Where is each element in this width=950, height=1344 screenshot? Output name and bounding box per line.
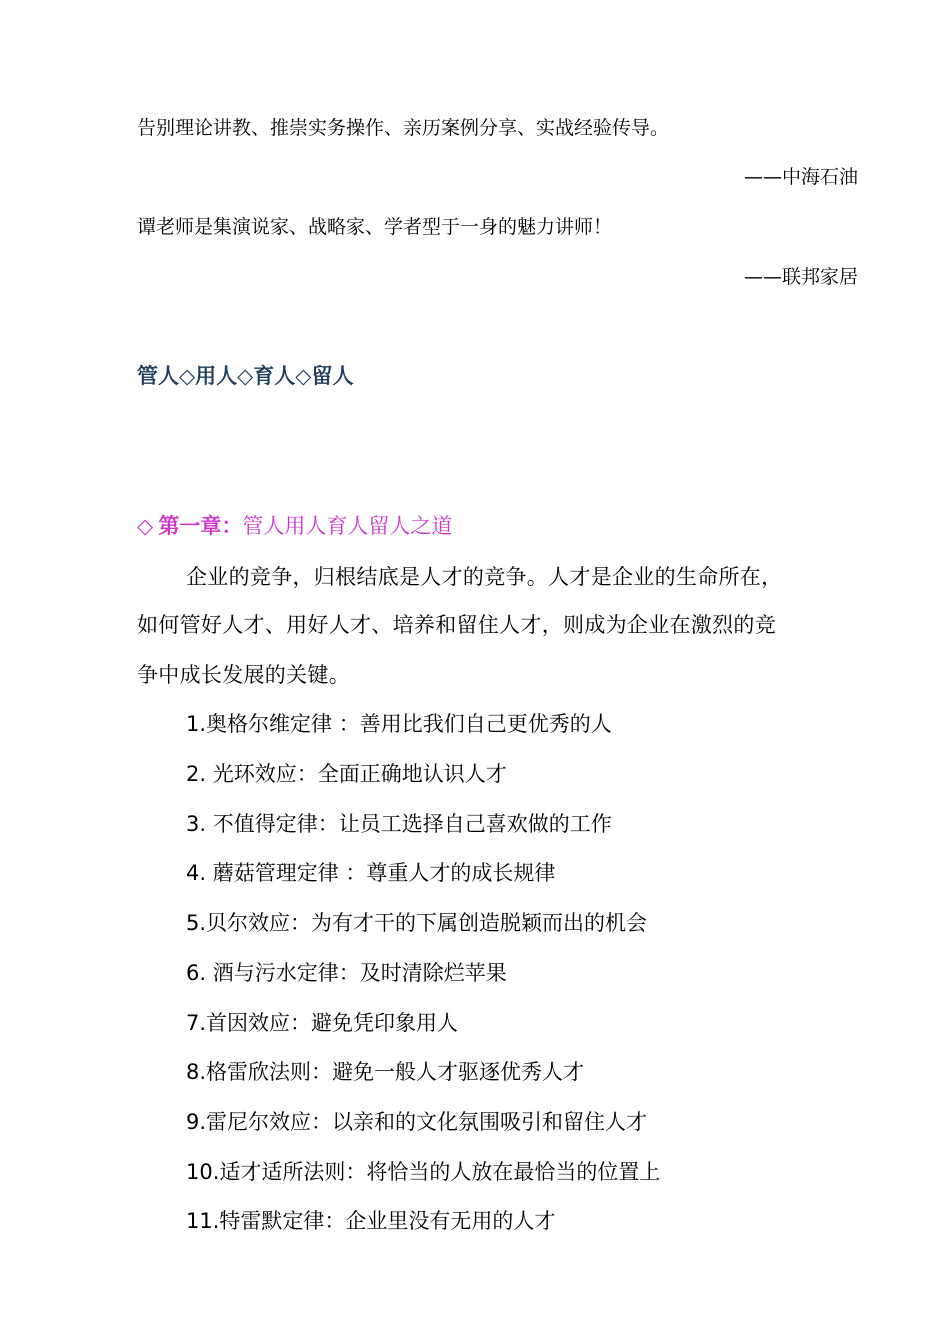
list-item-text: 首因效应：避免凭印象用人 — [206, 1011, 459, 1035]
list-item-number: 4. — [186, 861, 213, 885]
chapter-title — [137, 510, 452, 540]
list-item — [186, 957, 507, 987]
list-item-text: 特雷默定律：企业里没有无用的人才 — [219, 1209, 556, 1233]
list-item — [186, 1007, 458, 1037]
list-item-text: 格雷欣法则：避免一般人才驱逐优秀人才 — [206, 1060, 585, 1084]
list-item-text: 适才适所法则：将恰当的人放在最恰当的位置上 — [219, 1160, 661, 1184]
list-item-number: 10. — [186, 1160, 220, 1184]
list-item — [186, 708, 612, 738]
chapter-name: 管人用人育人留人之道 — [242, 514, 453, 538]
testimonial-source-1: ——中海石油 — [743, 166, 858, 188]
list-item-text: 贝尔效应：为有才干的下属创造脱颖而出的机会 — [206, 911, 648, 935]
testimonial-quote-1: 告别理论讲教、推崇实务操作、亲历案例分享、实战经验传导。 — [137, 117, 670, 139]
list-item-number: 3. — [186, 812, 213, 836]
testimonial-source-2: ——联邦家居 — [743, 266, 858, 288]
list-item — [186, 1156, 660, 1186]
list-item — [186, 857, 555, 887]
chapter-label: 第一章： — [158, 514, 243, 538]
list-item-number: 6. — [186, 961, 213, 985]
list-item — [186, 1106, 647, 1136]
list-item-text: 不值得定律：让员工选择自己喜欢做的工作 — [212, 812, 612, 836]
list-item-number: 1. — [186, 712, 207, 736]
list-item-text: 蘑菇管理定律 ：尊重人才的成长规律 — [212, 861, 556, 885]
list-item-number: 2. — [186, 762, 213, 786]
diamond-icon: ◇ — [137, 514, 154, 538]
list-item-number: 5. — [186, 911, 207, 935]
list-item — [186, 907, 647, 937]
list-item-text: 光环效应：全面正确地认识人才 — [212, 762, 507, 786]
list-item-text: 酒与污水定律：及时清除烂苹果 — [212, 961, 507, 985]
list-item — [186, 1205, 555, 1235]
list-item-text: 奥格尔维定律 ：善用比我们自己更优秀的人 — [206, 712, 612, 736]
section-heading: 管人◇用人◇育人◇留人 — [137, 364, 354, 388]
intro-line-2: 如何管好人才、用好人才、培养和留住人才，则成为企业在激烈的竞 — [137, 613, 776, 637]
list-item-number: 8. — [186, 1060, 207, 1084]
testimonial-quote-2: 谭老师是集演说家、战略家、学者型于一身的魅力讲师！ — [137, 216, 613, 238]
intro-line-3: 争中成长发展的关键。 — [137, 663, 350, 687]
list-item-number: 11. — [186, 1209, 220, 1233]
list-item — [186, 758, 507, 788]
list-item-number: 9. — [186, 1110, 207, 1134]
list-item — [186, 1056, 584, 1086]
list-item — [186, 808, 612, 838]
list-item-text: 雷尼尔效应：以亲和的文化氛围吸引和留住人才 — [206, 1110, 648, 1134]
list-item-number: 7. — [186, 1011, 207, 1035]
intro-line-1: 企业的竞争，归根结底是人才的竞争。人才是企业的生命所在， — [186, 565, 783, 589]
